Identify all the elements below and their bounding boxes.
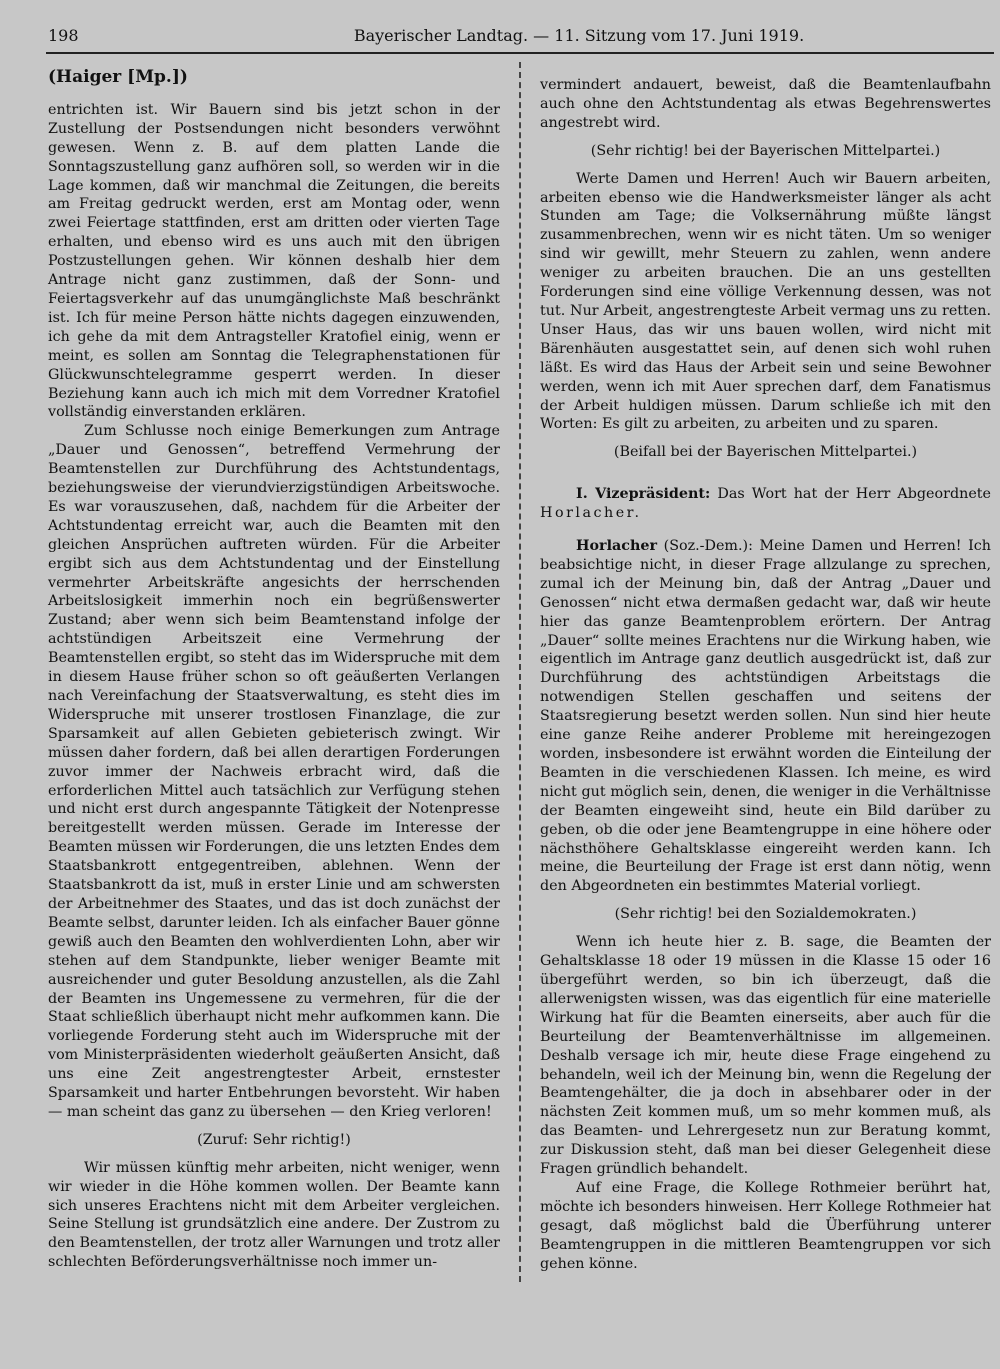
paragraph: Zum Schlusse noch einige Bemerkungen zum Antrage „Dauer und Genossen“, betreffend Vermehrung der Beamtenstellen zur Durchführung des Achtstundentags, beziehungsweise der vierundvierzigstündigen Arbeitswoche. Es war vorauszusehen, daß, nachdem für die Arbeiter der Achtstundentag erreicht war, auch die Beamten mit den gleichen Ansprüchen auftreten würden. Für die Arbeiter ergibt sich aus dem Achtstundentag und der Einstellung vermehrter Arbeitskräfte angesichts der herrschenden Arbeitslosigkeit immerhin noch ein begrüßenswerter Zustand; aber wenn sich beim Beamtenstand infolge der achtstündigen Arbeitszeit eine Vermehrung der Beamtenstellen ergibt, so steht das im Widerspruche mit dem in diesem Hause früher schon so oft geäußerten Verlangen nach Vereinfachung der Staatsverwaltung, es steht dies im Widerspruche mit unserer trostlosen Finanzlage, die zur Sparsamkeit auf allen Gebieten gebieterisch zwingt. Wir müssen daher fordern, daß bei allen derartigen Forderungen zuvor immer der Nachweis erbracht wird, daß die erforderlichen Mittel auch tatsächlich zur Verfügung stehen und nicht erst durch angespannte Tätigkeit der Notenpresse bereitgestellt werden müssen. Gerade im Interesse der Beamten müssen wir Forderungen, die uns letzten Endes dem Staatsbankrott entgegentreiben, ablehnen. Wenn der Staatsbankrott da ist, muß in erster Linie und am schwersten der Arbeitnehmer des Staates, und das ist doch zunächst der Beamte selbst, darunter leiden. Ich als einfacher Bauer gönne gewiß auch den Beamten den wohlverdienten Lohn, aber wir stehen auf dem Standpunkte, lieber weniger Beamte mit ausreichender und guter Besoldung anzustellen, als die Zahl der Beamten ins Ungemessene zu vermehren, für die der Staat schließlich überhaupt nicht mehr aufkommen kann. Die vorliegende Forderung steht auch im Widerspruche mit der vom Ministerpräsidenten wiederholt geäußerten Ansicht, daß uns eine Zeit angestrengtester Arbeit, ernstester Sparsamkeit und harter Entbehrungen bevorsteht. Wir haben — man scheint das ganz zu übersehen — den Krieg verloren! [48, 423, 500, 1120]
paragraph: entrichten ist. Wir Bauern sind bis jetzt schon in der Zustellung der Postsendungen nicht besonders verwöhnt gewesen. Wenn z. B. auf dem platten Lande die Sonntagszustellung ganz aufhören soll, so werden wir in die Lage kommen, daß wir manchmal die Zeitungen, die bereits am Freitag gedruckt werden, erst am Montag oder, wenn zwei Feiertage stattfinden, erst am dritten oder vierten Tage erhalten, und ebenso wird es uns auch mit den übrigen Postzustellungen gehen. Wir können deshalb hier dem Antrage nicht ganz zustimmen, daß der Sonn- und Feiertagsverkehr auf das unumgänglichste Maß beschränkt ist. Ich für meine Person hätte nichts dagegen einzuwenden, ich gehe da mit dem Antragsteller Kratofiel einig, wenn er meint, es sollen am Sonntag die Telegraphenstationen für Glückwunschtelegramme gesperrt werden. In dieser Beziehung kann auch ich mich mit dem Vorredner Kratofiel vollständig einverstanden erklären. [48, 101, 500, 421]
speaker-heading: (Haiger [Mp.]) [48, 67, 188, 87]
paragraph: Werte Damen und Herren! Auch wir Bauern arbeiten, arbeiten ebenso wie die Handwerksmeister länger als acht Stunden am Tage; die Volksernährung müßte längst zusammenbrechen, wenn wir es nicht täten. Um so weniger sind wir gewillt, mehr Steuern zu zahlen, wenn andere weniger zu arbeiten brauchen. Die an uns gestellten Forderungen sind eine völlige Verkennung dessen, was not tut. Nur Arbeit, angestrengteste Arbeit vermag uns zu retten. Unser Haus, das wir uns bauen wollen, wird nicht mit Bärenhäuten ausgestattet sein, auf denen sich wohl ruhen läßt. Es wird das Haus der Arbeit sein und seine Bewohner werden, wenn ich mit Auer sprechen darf, dem Fanatismus der Arbeit huldigen müssen. Darum schließe ich mit den Worten: Es gilt zu arbeiten, zu arbeiten und zu sparen. [540, 170, 991, 433]
header-rule [46, 52, 994, 54]
paragraph: vermindert andauert, beweist, daß die Beamtenlaufbahn auch ohne den Achtstundentag als etwas Begehrenswertes angestrebt wird. [540, 77, 991, 131]
paragraph: Auf eine Frage, die Kollege Rothmeier berührt hat, möchte ich besonders hinweisen. Herr Kollege Rothmeier hat gesagt, daß möglichst bald die Überführung unterer Beamtengruppen in die mittleren Beamtengruppen vor sich gehen könne. [540, 1179, 991, 1272]
page-header [48, 26, 990, 50]
applause-note: (Beifall bei der Bayerischen Mittelpartei.) [613, 444, 918, 461]
applause-note: (Sehr richtig! bei den Sozialdemokraten.) [614, 906, 917, 923]
speech-start [540, 537, 991, 896]
paragraph: Wir müssen künftig mehr arbeiten, nicht weniger, wenn wir wieder in die Höhe kommen wollen. Der Beamte kann sich unseres Erachtens nicht mit dem Arbeiter vergleichen. Seine Stellung ist grundsätzlich eine andere. Der Zustrom zu den Beamtenstellen, der trotz aller Warnungen und trotz aller schlechten Beförderungsverhältnisse noch immer un- [48, 1159, 500, 1271]
vice-president-label: I. Vizepräsident: [576, 486, 711, 503]
running-title: Bayerischer Landtag. — 11. Sitzung vom 17. Juni 1919. [353, 26, 805, 45]
vice-president-text: Das Wort hat der Herr Abgeordnete [717, 486, 991, 503]
speech-text: (Soz.-Dem.): Meine Damen und Herren! Ich beabsichtige nicht, in dieser Frage allzulange zu sprechen, zumal ich der Meinung bin, daß der Antrag „Dauer und Genossen“ nicht etwa dermaßen gedacht war, daß wir heute hier das ganze Beamtenproblem erörtern. Der Antrag „Dauer“ sollte meines Erachtens nur die Wirkung haben, wie eigentlich im Antrage ganz deutlich ausgedrückt ist, daß zur Durchführung des achtstündigen Arbeitstags die notwendigen Stellen geschaffen und seitens der Staatsregierung besetzt werden sollen. Nun sind hier heute eine ganze Reihe anderer Probleme mit hereingezogen worden, insbesondere ist erwähnt worden die Einteilung der Beamten in die verschiedenen Klassen. Ich meine, es wird nicht gut möglich sein, denen, die weniger in die Verhältnisse der Beamten eingeweiht sind, heute ein Bild darüber zu geben, ob die oder jene Beamtengruppe in eine höhere oder nächsthöhere Gehaltsklasse eingereiht werden kann. Ich meine, die Beurteilung der Frage ist erst dann nötig, wenn den Abgeordneten ein bestimmtes Material vorliegt. [540, 538, 992, 895]
speaker-name: Horlacher [576, 538, 657, 555]
interjection: (Zuruf: Sehr richtig!) [197, 1131, 351, 1148]
page-number: 198 [48, 26, 79, 45]
vice-president-remark [540, 485, 991, 523]
speaker-name-spaced: Horlacher. [540, 505, 642, 522]
left-column [48, 68, 500, 1272]
column-divider [519, 62, 521, 1282]
paragraph: Wenn ich heute hier z. B. sage, die Beamten der Gehaltsklasse 18 oder 19 müssen in die Klasse 15 oder 16 übergeführt werden, so bin ich überzeugt, daß die allerwenigsten wissen, was das eigentlich für eine materielle Wirkung hat für die Beamten einerseits, aber auch für die Beurteilung der Beamtenverhältnisse im allgemeinen. Deshalb versage ich mir, heute diese Frage eingehend zu behandeln, weil ich der Meinung bin, wenn die Regelung der Beamtengehälter, die ja doch in absehbarer oder in der nächsten Zeit kommen muß, um so mehr kommen muß, als das Beamten- und Lehrergesetz nun zur Beratung kommt, zur Diskussion steht, daß man bei dieser Gelegenheit diese Fragen gründlich behandelt. [540, 934, 991, 1178]
applause-note: (Sehr richtig! bei der Bayerischen Mittelpartei.) [590, 142, 941, 159]
right-column [540, 76, 991, 1273]
